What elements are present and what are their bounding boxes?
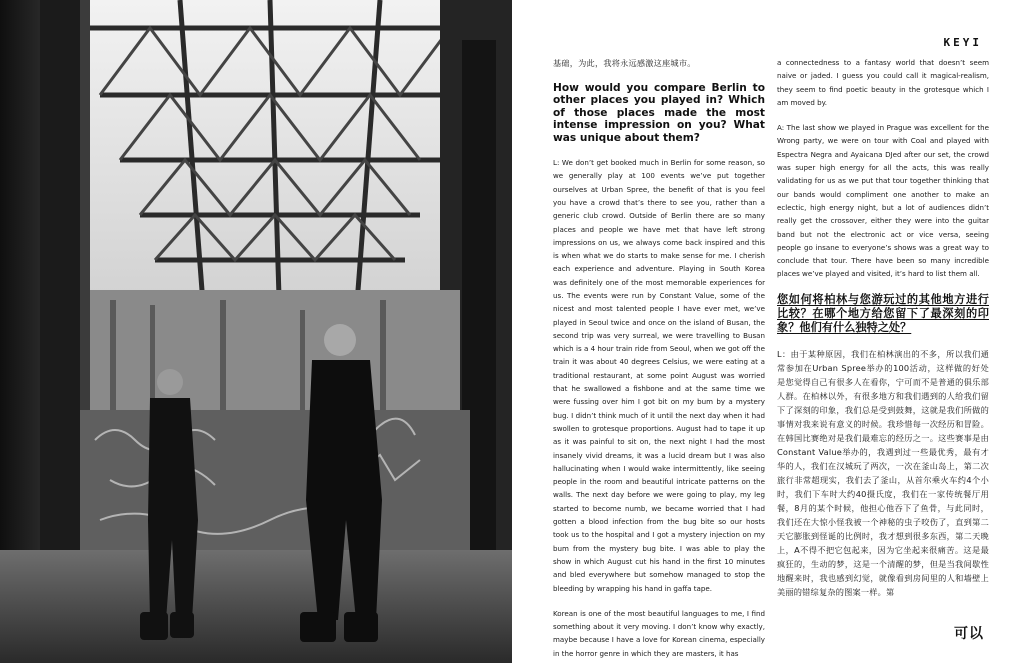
answer-paragraph-en: L: We don’t get booked much in Berlin for some reason, so we generally play at 100 events we’ve put together ourselves at Urban Spree, the benefit of that is you feel you have a crowd that’s there to see you, rather than a generic club crowd. Outside of Berlin there are so many places and people we have met that have left strong impressions on us, we always come back inspired and this is when what we do starts to make sense for me. I cherish each experience and adventure. Playing in South Korea was definitely one of the most memorable experiences for us. The events were run by Constant Value, some of the nicest and most talented people I have ever met, we’ve played in Seoul twice and once on the island of Busan, the second trip was very surreal, we were travelling to Busan which is a 4 hour train ride from Seoul, when we got off the train it was about 40 degrees Celsius, we were eating at a traditional restaurant, at some point August was worried that he swallowed a fishbone and at the same time we were fussing over him I got bit on my bum by a mystery bug. I didn’t think much of it until the next day when it had swollen to grotesque proportions. August had to tape it up as it was painful to sit on, the next night I had the most insanely vivid dreams, it was a lucid dream but I was also hallucinating when I would wake intermittently, like seeing people in the room and beautiful intricate patterns on the walls. The next day before we were going to play, my leg started to become numb, we became worried that I had gotten a blood infection from the bug bite so our hosts took us to the hospital and I got a mystery injection on my bum from the mystery bug bite. I was able to play the show in which August cut his hand in the first 10 minutes and bled everywhere but somehow managed to stop the bleeding by wrapping his hand in gaffa tape.	[553, 158, 765, 593]
intro-paragraph-zh: 基础，为此，我将永远感激这座城市。	[553, 58, 696, 68]
photo-illustration	[0, 0, 512, 663]
question-heading-zh: 您如何将柏林与您游玩过的其他地方进行比较？在哪个地方给您留下了最深刻的印象？他们有什么独特之处？	[777, 292, 989, 335]
question-heading-en: How would you compare Berlin to other places you played in? Which of those places made the most intense impression on you? What was unique about them?	[553, 82, 765, 144]
footer-brand-mark: 可以	[954, 626, 984, 642]
article-page	[512, 0, 1024, 663]
answer-continued-en: a connectedness to a fantasy world that doesn’t seem naive or jaded. I guess you could call it magical-realism, they seem to find poetic beauty in the grotesque which I am moved by.	[777, 58, 989, 107]
text-column-right	[777, 56, 989, 611]
masthead-logo: KEYI	[943, 36, 982, 49]
answer-a-paragraph-en: A: The last show we played in Prague was excellent for the Wrong party, we were on tour with Coal and played with Espectra Negra and Ayaicana DJed after our set, the crowd was super high energy for all the acts, this was really validating for us as we put that tour together thinking that our bands would compliment one another to make an eclectic, high energy night, but a lot of audiences didn’t really get the crossover, either they were into the guitar band but not the electronic act or vice versa, seeing people go insane to everyone’s shows was a great way to conclude that tour. There have been so many incredible places we’ve played and visited, it’s hard to list them all.	[777, 123, 989, 279]
answer-paragraph-zh: L：由于某种原因，我们在柏林演出的不多，所以我们通常参加在Urban Spree举办的100活动，这样做的好处是您觉得自己有很多人在看你，宁可而不是普通的俱乐部人群。在柏林以外，有很多地方和我们遇到的人给我们留下了深刻的印象，我们总是受到鼓舞，这就是我们所做的事情对我来说有意义的时候。我珍惜每一次经历和冒险。在韩国比赛绝对是我们最难忘的经历之一。这些赛事是由Constant Value举办的，我遇到过一些最优秀，最有才华的人，我们在汉城玩了两次，一次在釜山岛上，第二次旅行非常超现实，我们去了釜山，从首尔乘火车约4个小时，我们下车时大约40摄氏度，我们在一家传统餐厅用餐，8月的某个时候，他担心他吞下了鱼骨，与此同时，我们还在大惊小怪我被一个神秘的虫子咬伤了，直到第二天它膨胀到怪诞的比例时，我才想到很多东西，第二天晚上，A不得不把它包起来，因为它坐起来很痛苦。这是最疯狂的，生动的梦，这是一个清醒的梦，但是当我间歇性地醒来时，我也感到幻觉，就像看到房间里的人和墙壁上美丽的错综复杂的图案一样。第	[777, 349, 989, 598]
photo-duo-under-wooden-roof	[0, 0, 512, 663]
answer-paragraph-en-2: Korean is one of the most beautiful languages to me, I find something about it very moving. I don’t know why exactly, maybe because I have a love for Korean cinema, especially in the horror genre in which they are masters, it has	[553, 608, 765, 658]
text-column-left	[553, 56, 765, 672]
